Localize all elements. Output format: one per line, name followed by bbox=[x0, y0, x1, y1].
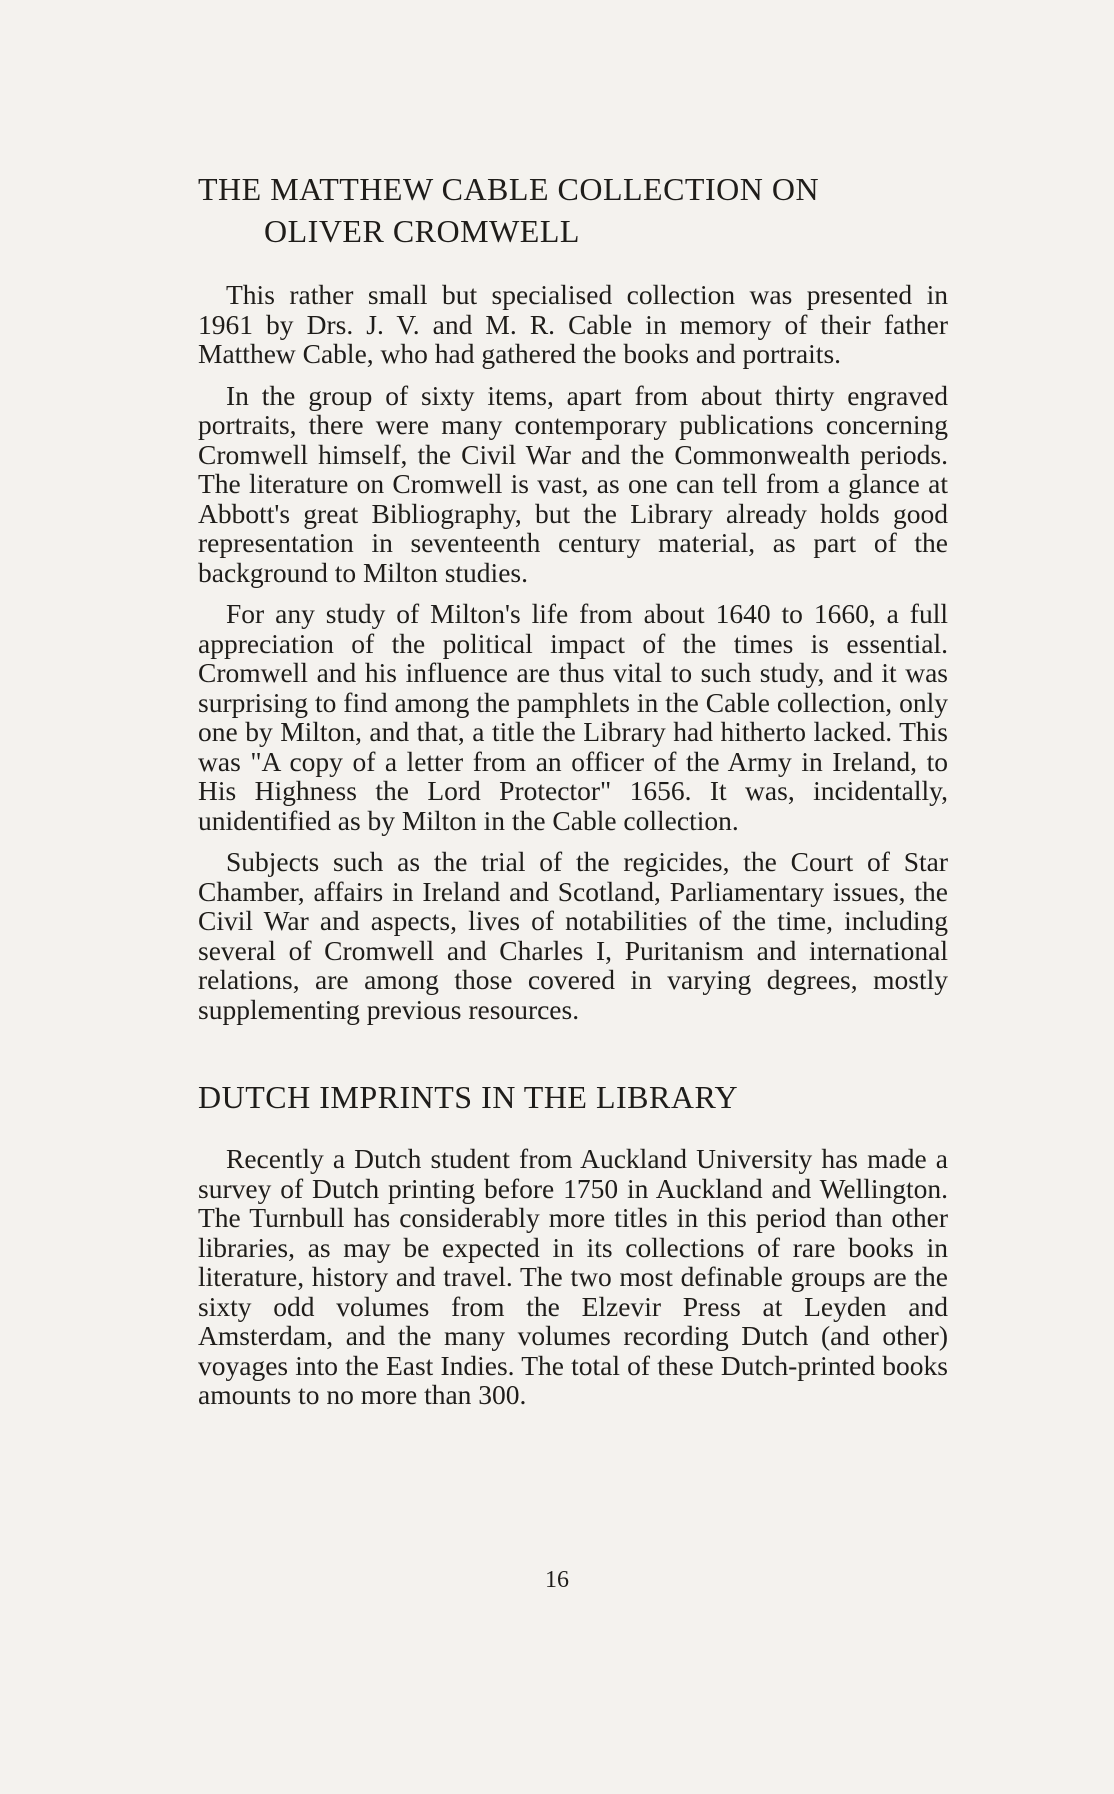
paragraph: Recently a Dutch student from Auckland University has made a survey of Dutch printing before 1750 in Auckland and Wellington. The Turnbull has considerably more titles in this period than other libraries, as may be expected in its collections of rare books in literature, history and travel. The two most definable groups are the sixty odd volumes from the Elzevir Press at Leyden and Amsterdam, and the many volumes recording Dutch (and other) voyages into the East Indies. The total of these Dutch-printed books amounts to no more than 300. bbox=[198, 1143, 948, 1410]
section-heading-dutch-imprints: DUTCH IMPRINTS IN THE LIBRARY bbox=[198, 1079, 739, 1115]
paragraph: This rather small but specialised collection was presented in 1961 by Drs. J. V. and M. R. Cable in memory of their father Matthew Cable, who had gathered the books and portraits. bbox=[198, 279, 948, 369]
paragraph: In the group of sixty items, apart from about thirty engraved portraits, there were many contemporary publications concerning Cromwell himself, the Civil War and the Commonwealth periods. The literature on Cromwell is vast, as one can tell from a glance at Abbott's great Bibliography, but the Library already holds good representation in seventeenth century material, as part of the background to Milton studies. bbox=[198, 379, 948, 588]
heading-line-2: OLIVER CROMWELL bbox=[264, 213, 580, 249]
paragraph: For any study of Milton's life from about 1640 to 1660, a full appreciation of the political impact of the times is essential. Cromwell and his influence are thus vital to such study, and it was surprising to find among the pamphlets in the Cable collection, only one by Milton, and that, a title the Library had hitherto lacked. This was "A copy of a letter from an officer of the Army in Ireland, to His Highness the Lord Protector" 1656. It was, incidentally, unidentified as by Milton in the Cable collection. bbox=[198, 598, 948, 836]
heading-line-1: THE MATTHEW CABLE COLLECTION ON bbox=[198, 171, 820, 207]
section-heading-cromwell bbox=[198, 168, 948, 252]
page-number: 16 bbox=[545, 1567, 569, 1593]
paragraph: Subjects such as the trial of the regicides, the Court of Star Chamber, affairs in Ireland and Scotland, Parliamentary issues, the Civil War and aspects, lives of notabilities of the time, including several of Cromwell and Charles I, Puritanism and international relations, are among those covered in varying degrees, mostly supplementing previous resources. bbox=[198, 846, 948, 1025]
page-content bbox=[198, 168, 948, 1422]
